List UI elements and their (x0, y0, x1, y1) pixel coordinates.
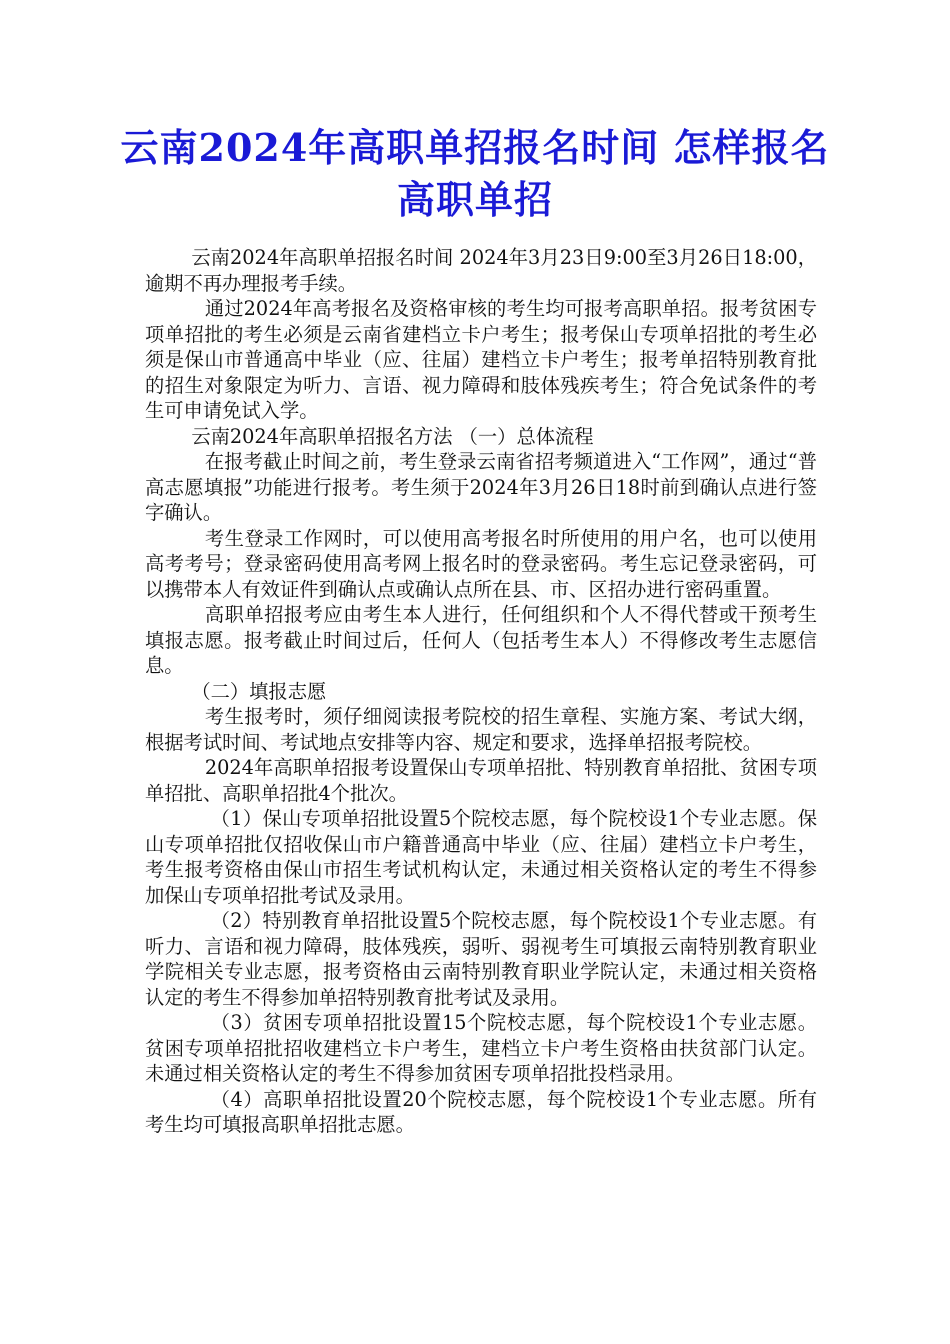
paragraph-eligibility: 通过2024年高考报名及资格审核的考生均可报考高职单招。报考贫困专项单招批的考生必须是云南省建档立卡户考生；报考保山专项单招批的考生必须是保山市普通高中毕业（应、往届）建档立卡户考生；报考单招特别教育批的招生对象限定为听力、言语、视力障碍和肢体残疾考生；符合免试条件的考生可申请免试入学。 (145, 297, 817, 422)
paragraph-general-process: 在报考截止时间之前，考生登录云南省招考频道进入“工作网”，通过“普高志愿填报”功能进行报考。考生须于2024年3月26日18时前到确认点进行签字确认。 (145, 450, 817, 524)
paragraph-read-rules: 考生报考时，须仔细阅读报考院校的招生章程、实施方案、考试大纲，根据考试时间、考试地点安排等内容、规定和要求，选择单招报考院校。 (145, 705, 817, 754)
paragraph-self-registration: 高职单招报考应由考生本人进行，任何组织和个人不得代替或干预考生填报志愿。报考截止时间过后，任何人（包括考生本人）不得修改考生志愿信息。 (145, 603, 817, 677)
paragraph-batch-baoshan: （1）保山专项单招批设置5个院校志愿，每个院校设1个专业志愿。保山专项单招批仅招收保山市户籍普通高中毕业（应、往届）建档立卡户考生，考生报考资格由保山市招生考试机构认定，未通过相关资格认定的考生不得参加保山专项单招批考试及录用。 (145, 807, 817, 907)
paragraph-method-heading: 云南2024年高职单招报名方法 （一）总体流程 (191, 424, 594, 448)
paragraph-batch-general: （4）高职单招批设置20个院校志愿，每个院校设1个专业志愿。所有考生均可填报高职单招批志愿。 (145, 1087, 817, 1136)
paragraph-fill-heading: （二）填报志愿 (191, 679, 327, 703)
paragraph-batch-poverty: （3）贫困专项单招批设置15个院校志愿，每个院校设1个专业志愿。贫困专项单招批招收建档立卡户考生，建档立卡户考生资格由扶贫部门认定。未通过相关资格认定的考生不得参加贫困专项单招批投档录用。 (145, 1011, 817, 1085)
document-body (145, 245, 817, 1138)
paragraph-registration-time: 云南2024年高职单招报名时间 2024年3月23日9:00至3月26日18:00，逾期不再办理报考手续。 (145, 246, 817, 295)
document-title: 云南2024年高职单招报名时间 怎样报名高职单招 (120, 125, 830, 222)
paragraph-batch-special-education: （2）特别教育单招批设置5个院校志愿，每个院校设1个专业志愿。有听力、言语和视力障碍，肢体残疾，弱听、弱视考生可填报云南特别教育职业学院相关专业志愿，报考资格由云南特别教育职业学院认定，未通过相关资格认定的考生不得参加单招特别教育批考试及录用。 (145, 909, 817, 1009)
paragraph-login: 考生登录工作网时，可以使用高考报名时所使用的用户名，也可以使用高考考号；登录密码使用高考网上报名时的登录密码。考生忘记登录密码，可以携带本人有效证件到确认点或确认点所在县、市、区招办进行密码重置。 (145, 526, 817, 601)
paragraph-batches: 2024年高职单招报考设置保山专项单招批、特别教育单招批、贫困专项单招批、高职单招批4个批次。 (145, 756, 817, 805)
